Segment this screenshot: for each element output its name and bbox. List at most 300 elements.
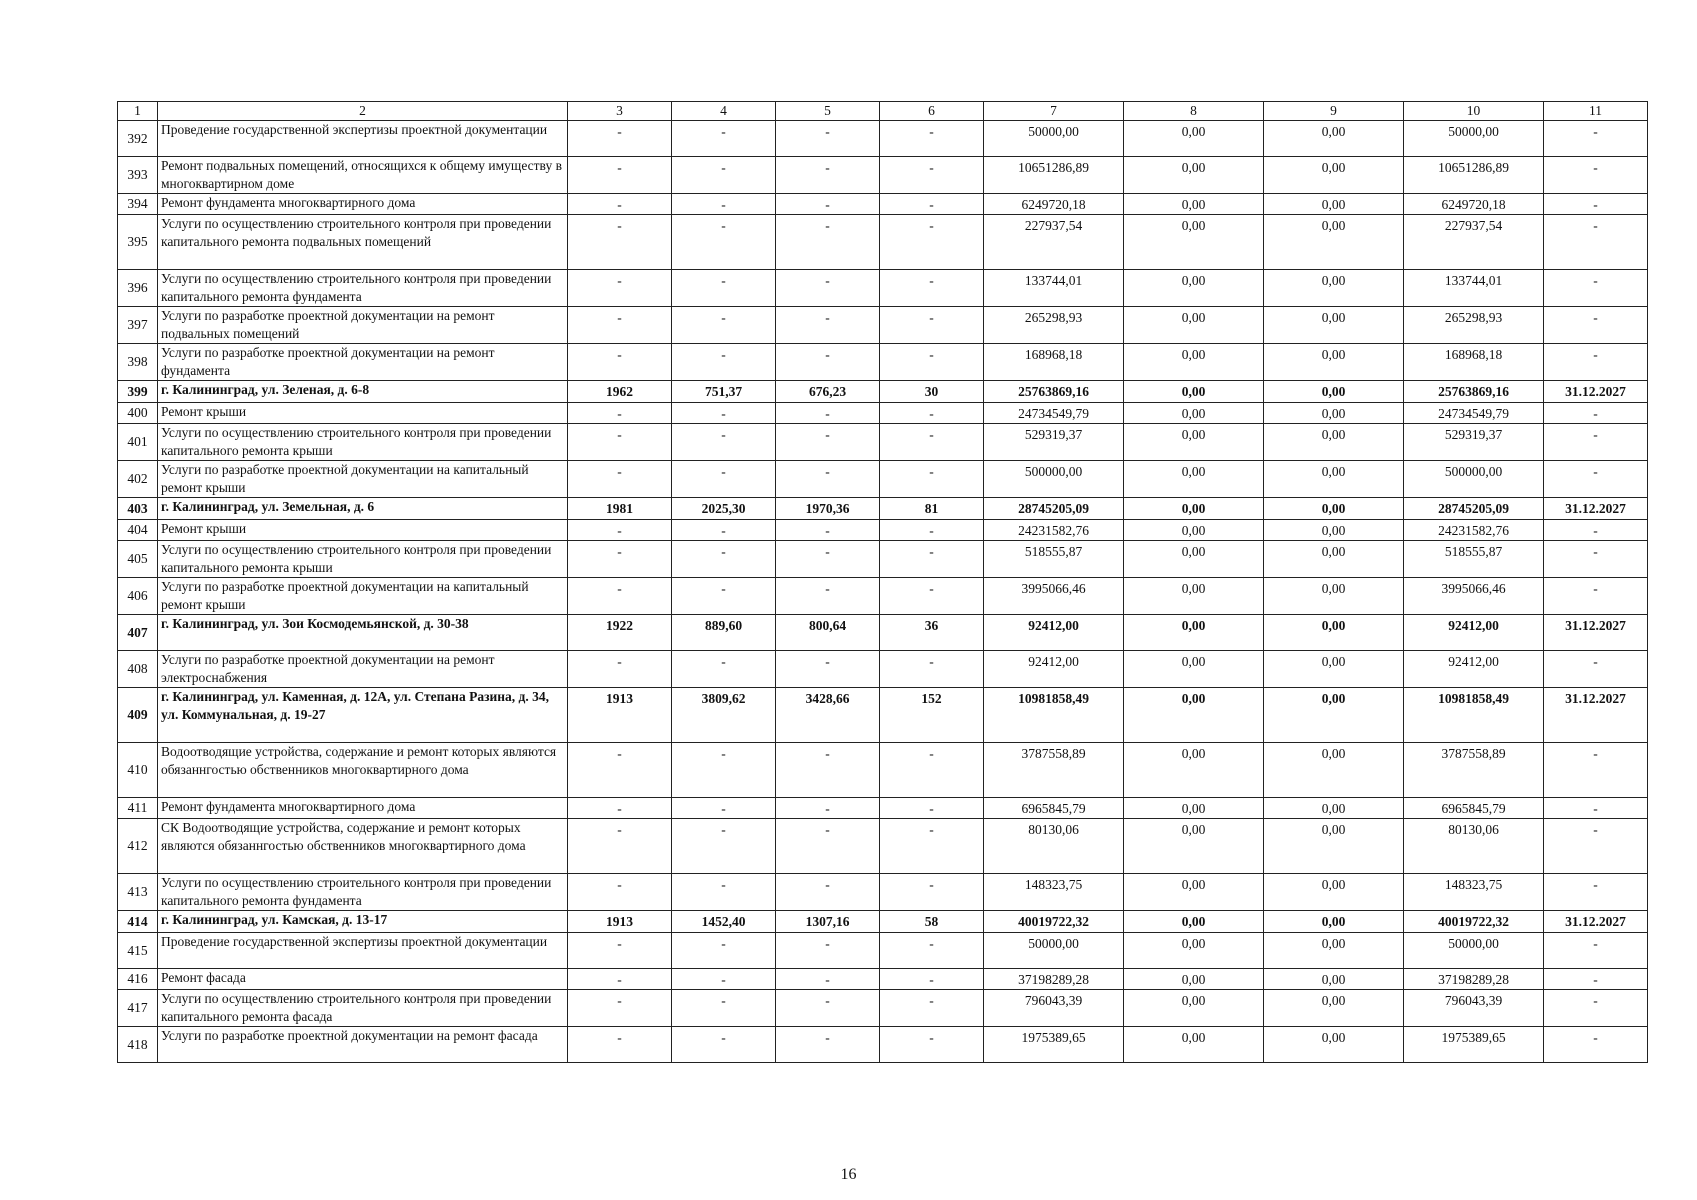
cell-fund-b: 0,00	[1264, 381, 1404, 403]
work-description: Проведение государственной экспертизы проектной документации	[158, 121, 568, 157]
cell-fund-c: 6965845,79	[1404, 798, 1544, 819]
work-description: Услуги по осуществлению строительного контроля при проведении капитального ремонта фасада	[158, 990, 568, 1027]
table-row	[118, 541, 1648, 578]
cell-total-cost: 80130,06	[984, 819, 1124, 874]
cell-area-total: -	[672, 1027, 776, 1063]
cell-deadline: -	[1544, 541, 1648, 578]
table-body	[118, 102, 1648, 1063]
work-description: Услуги по разработке проектной документации на ремонт подвальных помещений	[158, 307, 568, 344]
cell-area-total: -	[672, 307, 776, 344]
cell-fund-c: 133744,01	[1404, 270, 1544, 307]
cell-residents: -	[880, 541, 984, 578]
cell-deadline: -	[1544, 461, 1648, 498]
cell-area-total: -	[672, 194, 776, 215]
cell-total-cost: 10981858,49	[984, 688, 1124, 743]
cell-fund-a: 0,00	[1124, 798, 1264, 819]
cell-area-living: -	[776, 990, 880, 1027]
cell-total-cost: 92412,00	[984, 651, 1124, 688]
cell-fund-b: 0,00	[1264, 933, 1404, 969]
cell-residents: -	[880, 933, 984, 969]
cell-year: -	[568, 651, 672, 688]
column-header: 8	[1124, 102, 1264, 121]
cell-fund-b: 0,00	[1264, 615, 1404, 651]
column-header: 9	[1264, 102, 1404, 121]
cell-fund-a: 0,00	[1124, 215, 1264, 270]
column-header: 7	[984, 102, 1124, 121]
cell-fund-a: 0,00	[1124, 990, 1264, 1027]
cell-area-living: -	[776, 344, 880, 381]
cell-area-living: -	[776, 651, 880, 688]
cell-area-living: -	[776, 194, 880, 215]
cell-total-cost: 3787558,89	[984, 743, 1124, 798]
row-number: 410	[118, 743, 158, 798]
cell-residents: -	[880, 461, 984, 498]
cell-year: -	[568, 541, 672, 578]
cell-fund-c: 25763869,16	[1404, 381, 1544, 403]
cell-total-cost: 133744,01	[984, 270, 1124, 307]
work-description: СК Водоотводящие устройства, содержание и ремонт которых являются обязаннгостью обственников многоквартирного дома	[158, 819, 568, 874]
cell-fund-c: 10651286,89	[1404, 157, 1544, 194]
cell-fund-b: 0,00	[1264, 541, 1404, 578]
column-number-row	[118, 102, 1648, 121]
cell-deadline: 31.12.2027	[1544, 615, 1648, 651]
cell-area-total: -	[672, 798, 776, 819]
cell-residents: -	[880, 344, 984, 381]
cell-area-living: -	[776, 270, 880, 307]
cell-fund-c: 37198289,28	[1404, 969, 1544, 990]
work-description: г. Калининград, ул. Зои Космодемьянской, д. 30-38	[158, 615, 568, 651]
row-number: 409	[118, 688, 158, 743]
cell-fund-b: 0,00	[1264, 461, 1404, 498]
cell-residents: -	[880, 157, 984, 194]
cell-residents: 36	[880, 615, 984, 651]
row-number: 400	[118, 403, 158, 424]
cell-year: -	[568, 121, 672, 157]
cell-residents: 58	[880, 911, 984, 933]
work-description: г. Калининград, ул. Зеленая, д. 6-8	[158, 381, 568, 403]
cell-residents: -	[880, 194, 984, 215]
work-description: Услуги по осуществлению строительного контроля при проведении капитального ремонта подвальных помещений	[158, 215, 568, 270]
cell-fund-c: 50000,00	[1404, 933, 1544, 969]
cell-fund-a: 0,00	[1124, 461, 1264, 498]
cell-fund-b: 0,00	[1264, 498, 1404, 520]
cell-area-total: -	[672, 933, 776, 969]
row-number: 417	[118, 990, 158, 1027]
cell-area-total: -	[672, 651, 776, 688]
column-header: 11	[1544, 102, 1648, 121]
row-number: 404	[118, 520, 158, 541]
cell-fund-c: 227937,54	[1404, 215, 1544, 270]
cell-fund-b: 0,00	[1264, 403, 1404, 424]
cell-fund-a: 0,00	[1124, 911, 1264, 933]
table-row	[118, 578, 1648, 615]
address-row	[118, 911, 1648, 933]
table-row	[118, 651, 1648, 688]
cell-residents: -	[880, 1027, 984, 1063]
cell-area-total: -	[672, 969, 776, 990]
cell-deadline: -	[1544, 578, 1648, 615]
table-row	[118, 933, 1648, 969]
table-row	[118, 270, 1648, 307]
cell-fund-a: 0,00	[1124, 424, 1264, 461]
cell-deadline: -	[1544, 651, 1648, 688]
cell-area-total: -	[672, 270, 776, 307]
cell-deadline: -	[1544, 933, 1648, 969]
cell-fund-b: 0,00	[1264, 969, 1404, 990]
cell-fund-c: 3995066,46	[1404, 578, 1544, 615]
cell-area-living: -	[776, 403, 880, 424]
cell-total-cost: 148323,75	[984, 874, 1124, 911]
cell-deadline: -	[1544, 819, 1648, 874]
address-row	[118, 498, 1648, 520]
cell-area-living: -	[776, 424, 880, 461]
cell-fund-b: 0,00	[1264, 344, 1404, 381]
cell-total-cost: 92412,00	[984, 615, 1124, 651]
cell-area-living: -	[776, 307, 880, 344]
cell-area-living: 676,23	[776, 381, 880, 403]
cell-area-living: -	[776, 819, 880, 874]
row-number: 405	[118, 541, 158, 578]
cell-residents: -	[880, 424, 984, 461]
cell-total-cost: 227937,54	[984, 215, 1124, 270]
cell-total-cost: 37198289,28	[984, 969, 1124, 990]
cell-fund-c: 92412,00	[1404, 615, 1544, 651]
work-description: г. Калининград, ул. Каменная, д. 12А, ул. Степана Разина, д. 34, ул. Коммунальная, д. 19-27	[158, 688, 568, 743]
cell-area-living: -	[776, 874, 880, 911]
cell-residents: -	[880, 403, 984, 424]
cell-fund-b: 0,00	[1264, 990, 1404, 1027]
cell-area-living: -	[776, 969, 880, 990]
work-description: Услуги по осуществлению строительного контроля при проведении капитального ремонта крыши	[158, 541, 568, 578]
row-number: 397	[118, 307, 158, 344]
cell-year: 1913	[568, 688, 672, 743]
work-description: Услуги по осуществлению строительного контроля при проведении капитального ремонта крыши	[158, 424, 568, 461]
cell-year: -	[568, 933, 672, 969]
row-number: 418	[118, 1027, 158, 1063]
column-header: 1	[118, 102, 158, 121]
cell-area-total: 1452,40	[672, 911, 776, 933]
row-number: 415	[118, 933, 158, 969]
cell-deadline: -	[1544, 990, 1648, 1027]
row-number: 396	[118, 270, 158, 307]
cell-fund-b: 0,00	[1264, 911, 1404, 933]
row-number: 408	[118, 651, 158, 688]
cell-area-living: 1970,36	[776, 498, 880, 520]
cell-fund-c: 1975389,65	[1404, 1027, 1544, 1063]
row-number: 414	[118, 911, 158, 933]
work-description: Ремонт крыши	[158, 520, 568, 541]
column-header: 2	[158, 102, 568, 121]
table-row	[118, 1027, 1648, 1063]
cell-year: -	[568, 307, 672, 344]
cell-total-cost: 24231582,76	[984, 520, 1124, 541]
work-description: Ремонт подвальных помещений, относящихся к общему имуществу в многоквартирном доме	[158, 157, 568, 194]
cell-year: -	[568, 743, 672, 798]
cell-fund-a: 0,00	[1124, 157, 1264, 194]
cell-year: 1981	[568, 498, 672, 520]
cell-year: -	[568, 1027, 672, 1063]
cell-area-total: -	[672, 743, 776, 798]
cell-total-cost: 6965845,79	[984, 798, 1124, 819]
cell-area-living: 1307,16	[776, 911, 880, 933]
cell-deadline: -	[1544, 969, 1648, 990]
cell-total-cost: 50000,00	[984, 121, 1124, 157]
table-row	[118, 819, 1648, 874]
cell-fund-a: 0,00	[1124, 270, 1264, 307]
cell-total-cost: 518555,87	[984, 541, 1124, 578]
cell-year: -	[568, 990, 672, 1027]
cell-residents: -	[880, 819, 984, 874]
cell-area-living: 800,64	[776, 615, 880, 651]
cell-residents: -	[880, 874, 984, 911]
cell-fund-b: 0,00	[1264, 743, 1404, 798]
table-row	[118, 798, 1648, 819]
capital-repair-table	[117, 101, 1648, 1063]
work-description: Услуги по осуществлению строительного контроля при проведении капитального ремонта фундамента	[158, 874, 568, 911]
cell-deadline: -	[1544, 215, 1648, 270]
cell-deadline: -	[1544, 121, 1648, 157]
cell-fund-c: 92412,00	[1404, 651, 1544, 688]
cell-fund-b: 0,00	[1264, 688, 1404, 743]
cell-area-living: -	[776, 578, 880, 615]
cell-fund-b: 0,00	[1264, 651, 1404, 688]
cell-fund-c: 148323,75	[1404, 874, 1544, 911]
cell-residents: -	[880, 520, 984, 541]
cell-area-living: 3428,66	[776, 688, 880, 743]
cell-area-living: -	[776, 461, 880, 498]
cell-total-cost: 1975389,65	[984, 1027, 1124, 1063]
row-number: 403	[118, 498, 158, 520]
cell-area-total: 2025,30	[672, 498, 776, 520]
cell-fund-c: 80130,06	[1404, 819, 1544, 874]
cell-total-cost: 25763869,16	[984, 381, 1124, 403]
table-row	[118, 157, 1648, 194]
cell-year: -	[568, 344, 672, 381]
cell-fund-b: 0,00	[1264, 798, 1404, 819]
cell-area-total: -	[672, 990, 776, 1027]
cell-deadline: -	[1544, 424, 1648, 461]
cell-residents: -	[880, 651, 984, 688]
cell-fund-c: 40019722,32	[1404, 911, 1544, 933]
work-description: г. Калининград, ул. Земельная, д. 6	[158, 498, 568, 520]
cell-area-living: -	[776, 121, 880, 157]
cell-year: -	[568, 969, 672, 990]
cell-area-living: -	[776, 541, 880, 578]
cell-deadline: -	[1544, 743, 1648, 798]
cell-fund-c: 28745205,09	[1404, 498, 1544, 520]
cell-deadline: 31.12.2027	[1544, 381, 1648, 403]
cell-year: -	[568, 578, 672, 615]
cell-deadline: -	[1544, 874, 1648, 911]
work-description: Услуги по разработке проектной документации на ремонт электроснабжения	[158, 651, 568, 688]
table-row	[118, 990, 1648, 1027]
cell-fund-c: 529319,37	[1404, 424, 1544, 461]
page-number: 16	[840, 1166, 857, 1183]
cell-area-total: -	[672, 461, 776, 498]
cell-fund-a: 0,00	[1124, 615, 1264, 651]
cell-area-total: 889,60	[672, 615, 776, 651]
cell-area-total: -	[672, 157, 776, 194]
cell-deadline: -	[1544, 270, 1648, 307]
row-number: 413	[118, 874, 158, 911]
row-number: 399	[118, 381, 158, 403]
work-description: г. Калининград, ул. Камская, д. 13-17	[158, 911, 568, 933]
cell-area-total: -	[672, 344, 776, 381]
cell-fund-c: 518555,87	[1404, 541, 1544, 578]
cell-deadline: -	[1544, 798, 1648, 819]
cell-area-total: -	[672, 424, 776, 461]
cell-year: -	[568, 157, 672, 194]
cell-fund-b: 0,00	[1264, 578, 1404, 615]
cell-fund-b: 0,00	[1264, 121, 1404, 157]
cell-year: -	[568, 798, 672, 819]
cell-year: -	[568, 403, 672, 424]
cell-total-cost: 6249720,18	[984, 194, 1124, 215]
row-number: 411	[118, 798, 158, 819]
cell-residents: -	[880, 215, 984, 270]
cell-fund-a: 0,00	[1124, 194, 1264, 215]
cell-fund-a: 0,00	[1124, 541, 1264, 578]
cell-area-living: -	[776, 520, 880, 541]
cell-deadline: -	[1544, 344, 1648, 381]
cell-area-total: 751,37	[672, 381, 776, 403]
cell-fund-a: 0,00	[1124, 121, 1264, 157]
column-header: 5	[776, 102, 880, 121]
cell-fund-c: 10981858,49	[1404, 688, 1544, 743]
cell-deadline: 31.12.2027	[1544, 688, 1648, 743]
cell-fund-c: 3787558,89	[1404, 743, 1544, 798]
cell-year: -	[568, 215, 672, 270]
cell-residents: -	[880, 743, 984, 798]
work-description: Проведение государственной экспертизы проектной документации	[158, 933, 568, 969]
cell-fund-b: 0,00	[1264, 270, 1404, 307]
cell-year: 1922	[568, 615, 672, 651]
row-number: 395	[118, 215, 158, 270]
cell-fund-a: 0,00	[1124, 743, 1264, 798]
work-description: Ремонт фундамента многоквартирного дома	[158, 194, 568, 215]
cell-fund-b: 0,00	[1264, 819, 1404, 874]
cell-area-living: -	[776, 933, 880, 969]
cell-fund-c: 24231582,76	[1404, 520, 1544, 541]
cell-area-total: -	[672, 520, 776, 541]
cell-area-living: -	[776, 157, 880, 194]
cell-area-living: -	[776, 743, 880, 798]
cell-fund-b: 0,00	[1264, 1027, 1404, 1063]
cell-total-cost: 24734549,79	[984, 403, 1124, 424]
row-number: 401	[118, 424, 158, 461]
cell-total-cost: 796043,39	[984, 990, 1124, 1027]
cell-fund-b: 0,00	[1264, 874, 1404, 911]
row-number: 402	[118, 461, 158, 498]
cell-area-total: -	[672, 541, 776, 578]
cell-fund-c: 50000,00	[1404, 121, 1544, 157]
work-description: Услуги по осуществлению строительного контроля при проведении капитального ремонта фундамента	[158, 270, 568, 307]
cell-fund-a: 0,00	[1124, 381, 1264, 403]
cell-total-cost: 40019722,32	[984, 911, 1124, 933]
cell-fund-a: 0,00	[1124, 874, 1264, 911]
cell-total-cost: 168968,18	[984, 344, 1124, 381]
work-description: Услуги по разработке проектной документации на ремонт фундамента	[158, 344, 568, 381]
cell-residents: -	[880, 969, 984, 990]
cell-fund-a: 0,00	[1124, 498, 1264, 520]
cell-fund-c: 168968,18	[1404, 344, 1544, 381]
cell-area-total: -	[672, 403, 776, 424]
cell-residents: -	[880, 990, 984, 1027]
cell-year: -	[568, 874, 672, 911]
cell-deadline: -	[1544, 403, 1648, 424]
table-row	[118, 874, 1648, 911]
work-description: Ремонт фундамента многоквартирного дома	[158, 798, 568, 819]
column-header: 4	[672, 102, 776, 121]
cell-area-living: -	[776, 215, 880, 270]
table-row	[118, 461, 1648, 498]
cell-fund-a: 0,00	[1124, 819, 1264, 874]
table-row	[118, 194, 1648, 215]
cell-area-total: -	[672, 215, 776, 270]
work-description: Услуги по разработке проектной документации на капитальный ремонт крыши	[158, 461, 568, 498]
table-row	[118, 344, 1648, 381]
cell-fund-a: 0,00	[1124, 651, 1264, 688]
cell-fund-c: 500000,00	[1404, 461, 1544, 498]
cell-deadline: -	[1544, 307, 1648, 344]
address-row	[118, 688, 1648, 743]
column-header: 3	[568, 102, 672, 121]
cell-residents: 30	[880, 381, 984, 403]
cell-deadline: -	[1544, 520, 1648, 541]
cell-year: 1962	[568, 381, 672, 403]
cell-year: -	[568, 520, 672, 541]
column-header: 6	[880, 102, 984, 121]
work-description: Услуги по разработке проектной документации на ремонт фасада	[158, 1027, 568, 1063]
cell-fund-c: 796043,39	[1404, 990, 1544, 1027]
cell-area-total: -	[672, 819, 776, 874]
row-number: 393	[118, 157, 158, 194]
cell-fund-a: 0,00	[1124, 344, 1264, 381]
cell-fund-a: 0,00	[1124, 520, 1264, 541]
cell-fund-a: 0,00	[1124, 403, 1264, 424]
cell-total-cost: 28745205,09	[984, 498, 1124, 520]
cell-fund-b: 0,00	[1264, 194, 1404, 215]
cell-fund-b: 0,00	[1264, 424, 1404, 461]
cell-residents: -	[880, 307, 984, 344]
cell-fund-a: 0,00	[1124, 307, 1264, 344]
cell-year: -	[568, 194, 672, 215]
table-row	[118, 520, 1648, 541]
cell-fund-a: 0,00	[1124, 969, 1264, 990]
cell-year: 1913	[568, 911, 672, 933]
cell-total-cost: 265298,93	[984, 307, 1124, 344]
row-number: 394	[118, 194, 158, 215]
cell-area-living: -	[776, 798, 880, 819]
cell-deadline: -	[1544, 194, 1648, 215]
cell-fund-c: 24734549,79	[1404, 403, 1544, 424]
cell-total-cost: 3995066,46	[984, 578, 1124, 615]
cell-deadline: 31.12.2027	[1544, 911, 1648, 933]
table-row	[118, 403, 1648, 424]
cell-area-total: -	[672, 874, 776, 911]
cell-fund-a: 0,00	[1124, 1027, 1264, 1063]
row-number: 412	[118, 819, 158, 874]
cell-residents: -	[880, 121, 984, 157]
table-row	[118, 424, 1648, 461]
table-row	[118, 307, 1648, 344]
work-description: Услуги по разработке проектной документации на капитальный ремонт крыши	[158, 578, 568, 615]
column-header: 10	[1404, 102, 1544, 121]
address-row	[118, 615, 1648, 651]
work-description: Ремонт фасада	[158, 969, 568, 990]
table-row	[118, 121, 1648, 157]
cell-total-cost: 529319,37	[984, 424, 1124, 461]
